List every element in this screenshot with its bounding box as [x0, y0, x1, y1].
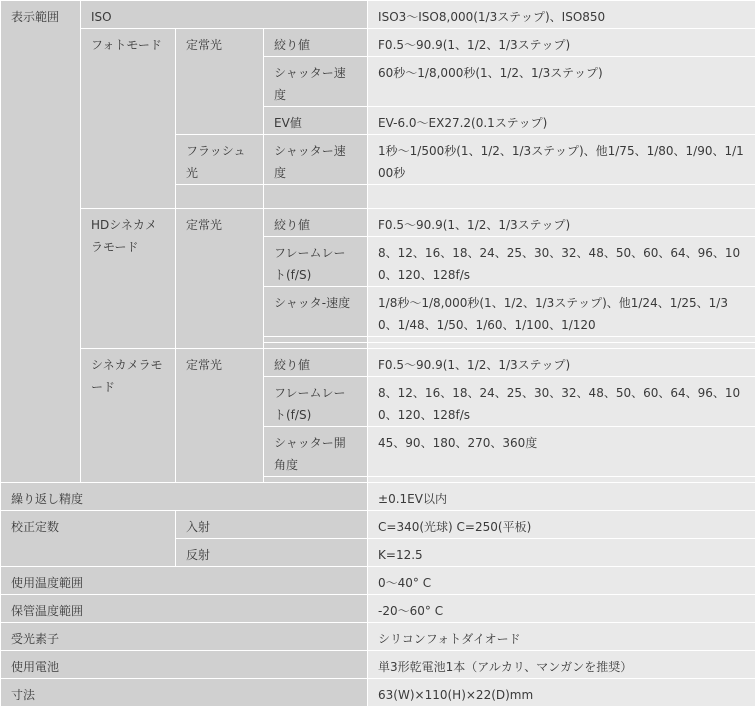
- label-op-temp: 使用温度範囲: [1, 567, 368, 595]
- row-iso: [1, 1, 755, 29]
- row-photo-aperture: [1, 29, 755, 57]
- label-photo-shutter-speed: シャッター速度: [264, 57, 368, 107]
- label-hd-cine-mode: HDシネカメラモード: [81, 209, 176, 349]
- label-sensor: 受光素子: [1, 623, 368, 651]
- value-cine-aperture: F0.5～90.9(1、1/2、1/3ステップ): [368, 349, 755, 377]
- label-storage-temp: 保管温度範囲: [1, 595, 368, 623]
- value-iso: ISO3～ISO8,000(1/3ステップ)、ISO850: [368, 1, 755, 29]
- row-op-temp: [1, 567, 755, 595]
- value-ev: EV-6.0～EX27.2(0.1ステップ): [368, 107, 755, 135]
- label-calibration: 校正定数: [1, 511, 176, 567]
- row-battery: [1, 651, 755, 679]
- label-shutter-angle: シャッター開角度: [264, 427, 368, 477]
- empty-cell: [368, 185, 755, 209]
- row-storage-temp: [1, 595, 755, 623]
- empty-cell: [264, 185, 368, 209]
- value-reflected: K=12.5: [368, 539, 755, 567]
- value-storage-temp: -20～60° C: [368, 595, 755, 623]
- label-photo-aperture: 絞り値: [264, 29, 368, 57]
- label-battery: 使用電池: [1, 651, 368, 679]
- label-dimensions: 寸法: [1, 679, 368, 707]
- label-reflected: 反射: [176, 539, 368, 567]
- label-hd-aperture: 絞り値: [264, 209, 368, 237]
- value-battery: 単3形乾電池1本（アルカリ、マンガンを推奨）: [368, 651, 755, 679]
- value-op-temp: 0～40° C: [368, 567, 755, 595]
- row-cine-aperture: [1, 349, 755, 377]
- value-cine-frame-rate: 8、12、16、18、24、25、30、32、48、50、60、64、96、100、120、128f/s: [368, 377, 755, 427]
- value-repeatability: ±0.1EV以内: [368, 483, 755, 511]
- label-cine-mode: シネカメラモード: [81, 349, 176, 483]
- value-incident: C=340(光球) C=250(平板): [368, 511, 755, 539]
- row-incident: [1, 511, 755, 539]
- label-cine-aperture: 絞り値: [264, 349, 368, 377]
- value-photo-aperture: F0.5～90.9(1、1/2、1/3ステップ): [368, 29, 755, 57]
- label-ev: EV値: [264, 107, 368, 135]
- value-hd-aperture: F0.5～90.9(1、1/2、1/3ステップ): [368, 209, 755, 237]
- label-hd-frame-rate: フレームレート(f/S): [264, 237, 368, 287]
- label-iso: ISO: [81, 1, 368, 29]
- value-flash-shutter-speed: 1秒～1/500秒(1、1/2、1/3ステップ)、他1/75、1/80、1/90、1/100秒: [368, 135, 755, 185]
- label-photo-mode: フォトモード: [81, 29, 176, 209]
- label-incident: 入射: [176, 511, 368, 539]
- label-hd-steady-light: 定常光: [176, 209, 264, 349]
- row-repeatability: [1, 483, 755, 511]
- row-hd-aperture: [1, 209, 755, 237]
- label-cine-steady-light: 定常光: [176, 349, 264, 483]
- label-flash-light: フラッシュ光: [176, 135, 264, 185]
- empty-cell: [176, 185, 264, 209]
- value-hd-shutter-speed: 1/8秒～1/8,000秒(1、1/2、1/3ステップ)、他1/24、1/25、1/30、1/48、1/50、1/60、1/100、1/120: [368, 287, 755, 337]
- value-hd-frame-rate: 8、12、16、18、24、25、30、32、48、50、60、64、96、100、120、128f/s: [368, 237, 755, 287]
- row-dimensions: [1, 679, 755, 707]
- label-cine-frame-rate: フレームレート(f/S): [264, 377, 368, 427]
- label-display-range: 表示範囲: [1, 1, 81, 483]
- label-repeatability: 繰り返し精度: [1, 483, 368, 511]
- value-photo-shutter-speed: 60秒～1/8,000秒(1、1/2、1/3ステップ): [368, 57, 755, 107]
- value-shutter-angle: 45、90、180、270、360度: [368, 427, 755, 477]
- value-sensor: シリコンフォトダイオード: [368, 623, 755, 651]
- row-sensor: [1, 623, 755, 651]
- label-hd-shutter-speed: シャッタ-速度: [264, 287, 368, 337]
- value-dimensions: 63(W)×110(H)×22(D)mm: [368, 679, 755, 707]
- label-flash-shutter-speed: シャッター速度: [264, 135, 368, 185]
- label-photo-steady-light: 定常光: [176, 29, 264, 135]
